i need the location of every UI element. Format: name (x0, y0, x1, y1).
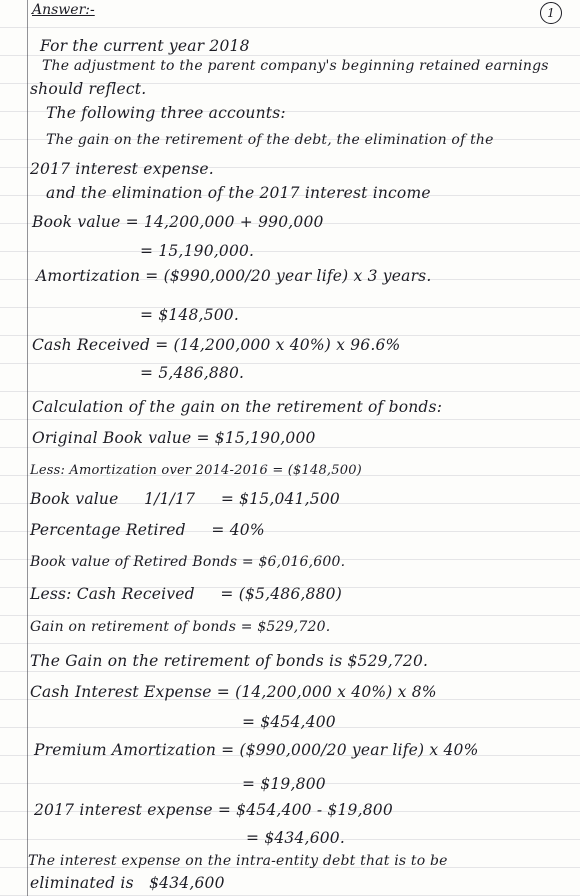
text-line: Percentage Retired = 40% (30, 521, 265, 539)
text-line: Book value 1/1/17 = $15,041,500 (30, 490, 340, 508)
text-line: Less: Cash Received = ($5,486,880) (30, 585, 342, 603)
text-line: = $19,800 (242, 775, 326, 793)
text-line: Calculation of the gain on the retirement of bonds: (32, 398, 443, 416)
answer-heading: Answer:- (32, 2, 95, 18)
text-line: Amortization = ($990,000/20 year life) x 3 years. (36, 267, 432, 285)
text-line: The interest expense on the intra-entity debt that is to be (28, 853, 448, 869)
text-line: Gain on retirement of bonds = $529,720. (30, 619, 331, 635)
text-line: The following three accounts: (46, 104, 286, 122)
text-line: 2017 interest expense = $454,400 - $19,800 (34, 801, 393, 819)
text-line: Cash Received = (14,200,000 x 40%) x 96.6% (32, 336, 401, 354)
page-number-circle: 1 (540, 2, 562, 24)
text-line: Cash Interest Expense = (14,200,000 x 40%) x 8% (30, 683, 437, 701)
text-line: = $148,500. (140, 306, 239, 324)
text-line: The Gain on the retirement of bonds is $529,720. (30, 652, 429, 670)
text-line: = 15,190,000. (140, 242, 255, 260)
text-line: should reflect. (30, 80, 147, 98)
text-line: and the elimination of the 2017 interest income (46, 184, 431, 202)
text-line: = 5,486,880. (140, 364, 245, 382)
margin-line (27, 0, 28, 896)
text-line: = $454,400 (242, 713, 336, 731)
text-line: Book value of Retired Bonds = $6,016,600. (30, 554, 346, 570)
text-line: The gain on the retirement of the debt, the elimination of the (46, 132, 494, 148)
text-line: Premium Amortization = ($990,000/20 year life) x 40% (34, 741, 479, 759)
text-line: 2017 interest expense. (30, 160, 214, 178)
text-line: For the current year 2018 (40, 37, 250, 55)
text-line: The adjustment to the parent company's beginning retained earnings (42, 58, 549, 74)
text-line: eliminated is $434,600 (30, 874, 225, 892)
text-line: = $434,600. (246, 829, 345, 847)
text-line: Less: Amortization over 2014-2016 = ($148,500) (30, 463, 362, 478)
text-line: Original Book value = $15,190,000 (32, 429, 316, 447)
text-line: Book value = 14,200,000 + 990,000 (32, 213, 324, 231)
